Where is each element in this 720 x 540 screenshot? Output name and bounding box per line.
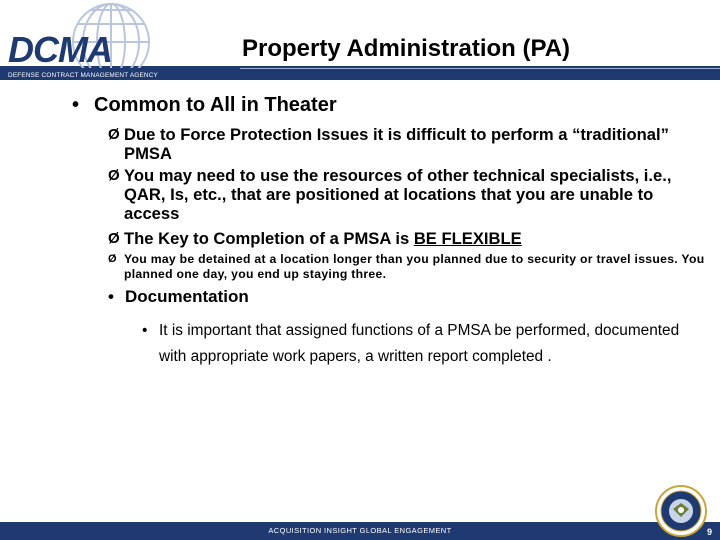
bullet-documentation <box>108 287 249 307</box>
key-text: The Key to Completion of a PMSA is <box>124 229 414 248</box>
arrow-item-text: You may need to use the resources of other technical specialists, i.e., QAR, Is, etc., that are positioned at locations that you are unable to access <box>124 166 672 223</box>
bullet-dot: • <box>72 94 80 116</box>
arrow-bullet-icon: Ø <box>108 167 120 184</box>
arrow-bullet-icon: Ø <box>108 253 117 265</box>
arrow-item-detained-note <box>108 252 708 282</box>
bullet-dot: • <box>108 287 114 306</box>
arrow-bullet-icon: Ø <box>108 126 120 143</box>
documentation-detail <box>142 318 702 370</box>
dcma-logo <box>4 2 244 80</box>
be-flexible-emphasis: BE FLEXIBLE <box>413 229 522 248</box>
bullet-text: Common to All in Theater <box>94 94 337 116</box>
page-number: 9 <box>706 527 712 537</box>
bullet-dot: • <box>142 322 148 339</box>
arrow-item-resources <box>108 166 698 223</box>
dod-seal-icon <box>655 485 707 537</box>
page-title: Property Administration (PA) <box>242 35 571 62</box>
footer-tagline: ACQUISITION INSIGHT GLOBAL ENGAGEMENT <box>268 526 452 535</box>
bullet-text: Documentation <box>125 287 249 306</box>
header-divider <box>240 68 720 69</box>
logo-tagline: DEFENSE CONTRACT MANAGEMENT AGENCY <box>8 72 159 79</box>
arrow-item-text: Due to Force Protection Issues it is difficult to perform a “traditional” PMSA <box>124 125 669 163</box>
logo-wordmark: DCMA <box>8 29 112 70</box>
detained-note-text: You may be detained at a location longer than you planned due to security or travel issues. You planned one day, you end up staying three. <box>124 252 705 281</box>
documentation-detail-text: It is important that assigned functions of a PMSA be performed, documented with appropriate work papers, a written report completed . <box>159 322 680 365</box>
arrow-item-key-to-completion <box>108 229 698 248</box>
arrow-item-text <box>108 229 698 248</box>
bullet-common-to-all <box>72 94 337 117</box>
arrow-item-force-protection <box>108 125 698 163</box>
arrow-bullet-icon: Ø <box>108 230 120 247</box>
